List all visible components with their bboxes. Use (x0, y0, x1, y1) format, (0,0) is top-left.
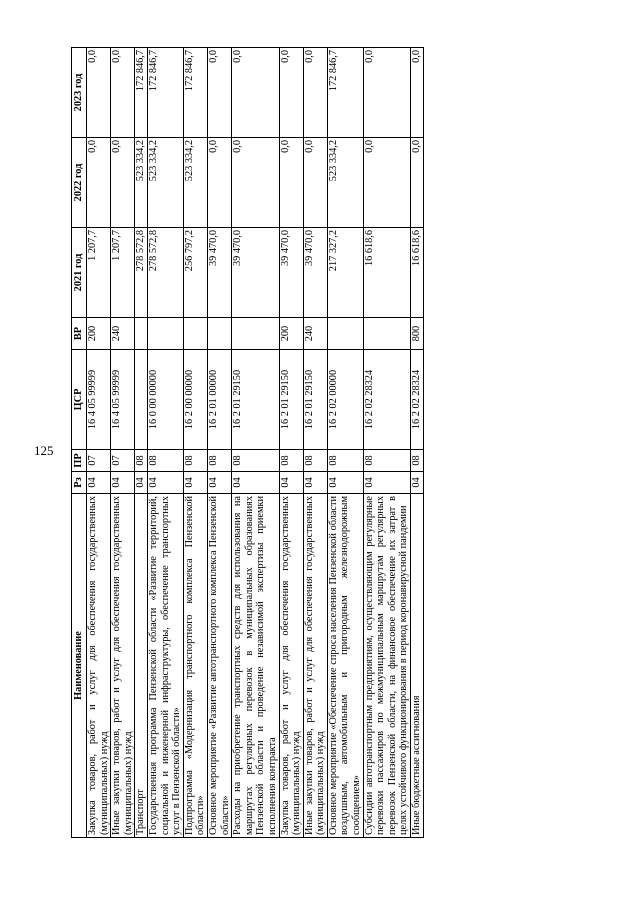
cell-2023: 0,0 (232, 48, 279, 138)
cell-vr (327, 318, 363, 350)
cell-2021: 1 207,7 (87, 228, 111, 318)
cell-2022: 0,0 (207, 138, 231, 228)
cell-pr: 08 (303, 450, 327, 472)
cell-pr: 07 (111, 450, 135, 472)
table-row (363, 48, 410, 838)
table-row (87, 48, 111, 838)
cell-name: Иные закупки товаров, работ и услуг для обеспечения государственных (муниципальных) нужд (303, 494, 327, 838)
cell-2021: 39 470,0 (279, 228, 303, 318)
cell-csr: 16 2 02 00000 (327, 350, 363, 450)
cell-2021: 278 572,8 (135, 228, 148, 318)
cell-vr: 200 (87, 318, 111, 350)
cell-2023: 0,0 (111, 48, 135, 138)
cell-pr: 08 (183, 450, 207, 472)
cell-rz: 04 (363, 472, 410, 494)
cell-2021: 217 327,2 (327, 228, 363, 318)
cell-2023: 172 846,7 (327, 48, 363, 138)
header-2023: 2023 год (72, 48, 87, 138)
cell-pr: 08 (363, 450, 410, 472)
cell-2022: 523 334,2 (135, 138, 148, 228)
cell-2022: 0,0 (279, 138, 303, 228)
cell-rz: 04 (232, 472, 279, 494)
header-rz: Рз (72, 472, 87, 494)
cell-2023: 0,0 (303, 48, 327, 138)
cell-rz: 04 (411, 472, 424, 494)
table-body (87, 48, 424, 838)
cell-csr: 16 2 01 29150 (303, 350, 327, 450)
header-2022: 2022 год (72, 138, 87, 228)
cell-2021: 278 572,8 (147, 228, 183, 318)
cell-vr: 240 (303, 318, 327, 350)
cell-name: Транспорт (135, 494, 148, 838)
cell-pr: 08 (207, 450, 231, 472)
cell-2023: 0,0 (363, 48, 410, 138)
cell-name: Субсидии автотранспортным предприятиям, осуществляющим регулярные перевозки пассажиров по межмуниципальным маршрутам регулярных перевозок Пензенской области, на финансовое обеспечение их затрат в целях устойчивого функционирования в период коронавирусной пандемии (363, 494, 410, 838)
header-csr: ЦСР (72, 350, 87, 450)
cell-name: Расходы на приобретение транспортных средств для использования на маршрутах регулярных перевозок в муниципальных образованиях Пензенской области и проведение независимой экспертизы приемки исполнения контракта (232, 494, 279, 838)
cell-rz: 04 (327, 472, 363, 494)
table-row (135, 48, 148, 838)
cell-vr: 800 (411, 318, 424, 350)
cell-2023: 0,0 (87, 48, 111, 138)
cell-rz: 04 (135, 472, 148, 494)
table-row (111, 48, 135, 838)
table-row (411, 48, 424, 838)
cell-rz: 04 (207, 472, 231, 494)
cell-vr (363, 318, 410, 350)
cell-pr: 08 (135, 450, 148, 472)
cell-2021: 256 797,2 (183, 228, 207, 318)
cell-vr (207, 318, 231, 350)
table-row (232, 48, 279, 838)
cell-rz: 04 (303, 472, 327, 494)
table-row (279, 48, 303, 838)
cell-2022: 0,0 (303, 138, 327, 228)
cell-csr: 16 2 02 28324 (363, 350, 410, 450)
header-name: Наименование (72, 494, 87, 838)
cell-name: Основное мероприятие «Обеспечение спроса населения Пензенской области воздушным, автомобильным и пригородным железнодорожным сообщением» (327, 494, 363, 838)
cell-2023: 0,0 (279, 48, 303, 138)
cell-2023: 172 846,7 (135, 48, 148, 138)
cell-csr: 16 0 00 00000 (147, 350, 183, 450)
cell-2022: 0,0 (87, 138, 111, 228)
cell-vr (135, 318, 148, 350)
cell-name: Закупка товаров, работ и услуг для обеспечения государственных (муниципальных) нужд (87, 494, 111, 838)
cell-2021: 16 618,6 (363, 228, 410, 318)
cell-2021: 39 470,0 (207, 228, 231, 318)
table-row (327, 48, 363, 838)
cell-rz: 04 (183, 472, 207, 494)
budget-table (71, 47, 424, 838)
header-pr: ПР (72, 450, 87, 472)
cell-name: Иные бюджетные ассигнования (411, 494, 424, 838)
cell-2023: 172 846,7 (147, 48, 183, 138)
cell-csr: 16 2 01 29150 (232, 350, 279, 450)
cell-rz: 04 (147, 472, 183, 494)
header-2021: 2021 год (72, 228, 87, 318)
cell-2022: 0,0 (232, 138, 279, 228)
cell-2021: 16 618,6 (411, 228, 424, 318)
cell-2021: 39 470,0 (232, 228, 279, 318)
table-row (303, 48, 327, 838)
cell-pr: 07 (87, 450, 111, 472)
table-row (147, 48, 183, 838)
cell-vr (232, 318, 279, 350)
page-number: 125 (34, 443, 54, 458)
cell-name: Закупка товаров, работ и услуг для обеспечения государственных (муниципальных) нужд (279, 494, 303, 838)
cell-2021: 1 207,7 (111, 228, 135, 318)
cell-csr: 16 2 02 28324 (411, 350, 424, 450)
cell-csr (135, 350, 148, 450)
table-header-row (72, 48, 87, 838)
table-row (207, 48, 231, 838)
cell-vr: 240 (111, 318, 135, 350)
cell-csr: 16 2 00 00000 (183, 350, 207, 450)
table-row (183, 48, 207, 838)
cell-2023: 0,0 (207, 48, 231, 138)
cell-name: Подпрограмма «Модернизация транспортного комплекса Пензенской области» (183, 494, 207, 838)
cell-csr: 16 4 05 99999 (87, 350, 111, 450)
cell-name: Иные закупки товаров, работ и услуг для обеспечения государственных (муниципальных) нужд (111, 494, 135, 838)
cell-pr: 08 (279, 450, 303, 472)
cell-csr: 16 2 01 29150 (279, 350, 303, 450)
cell-vr: 200 (279, 318, 303, 350)
cell-pr: 08 (232, 450, 279, 472)
cell-name: Основное мероприятие «Развитие автотранспортного комплекса Пензенской области» (207, 494, 231, 838)
cell-2023: 0,0 (411, 48, 424, 138)
cell-vr (183, 318, 207, 350)
cell-2022: 0,0 (411, 138, 424, 228)
cell-pr: 08 (327, 450, 363, 472)
cell-2022: 523 334,2 (147, 138, 183, 228)
cell-2022: 0,0 (363, 138, 410, 228)
cell-rz: 04 (87, 472, 111, 494)
cell-pr: 08 (411, 450, 424, 472)
rotated-page (71, 48, 571, 838)
cell-csr: 16 4 05 99999 (111, 350, 135, 450)
cell-name: Государственная программа Пензенской области «Развитие территорий, социальной и инженерной инфраструктуры, обеспечение транспортных услуг в Пензенской области» (147, 494, 183, 838)
cell-rz: 04 (111, 472, 135, 494)
cell-csr: 16 2 01 00000 (207, 350, 231, 450)
cell-2022: 523 334,2 (183, 138, 207, 228)
cell-vr (147, 318, 183, 350)
cell-2022: 523 334,2 (327, 138, 363, 228)
cell-2023: 172 846,7 (183, 48, 207, 138)
cell-pr: 08 (147, 450, 183, 472)
cell-rz: 04 (279, 472, 303, 494)
cell-2022: 0,0 (111, 138, 135, 228)
cell-2021: 39 470,0 (303, 228, 327, 318)
header-vr: ВР (72, 318, 87, 350)
